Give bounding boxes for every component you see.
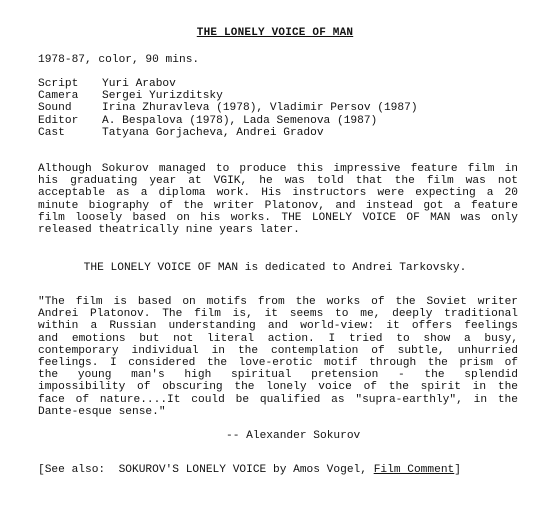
synopsis-paragraph bbox=[38, 163, 518, 236]
credit-name: Sergei Yurizditsky bbox=[102, 90, 223, 103]
paragraph-line: acceptable as a diploma work. His instructors were expecting a 20 bbox=[38, 187, 518, 200]
quote-line: feelings. I considered the love-erotic motif through the prism of bbox=[38, 356, 518, 369]
quote-line: "The film is based on motifs from the works of the Soviet writer bbox=[38, 296, 518, 308]
quote-line: the young man's high spiritual pretension - the splendid bbox=[38, 369, 518, 382]
quote-line: contemporary individual in the contemplation of subtle, unhurried bbox=[38, 344, 518, 357]
credit-name: Irina Zhuravleva (1978), Vladimir Persov (1987) bbox=[102, 102, 418, 115]
credit-role: Editor bbox=[38, 114, 79, 127]
film-meta-line: 1978-87, color, 90 mins. bbox=[38, 54, 200, 66]
quote-line: and emotions but not literal action. I tried to show a busy, bbox=[38, 332, 518, 345]
credit-row-camera bbox=[38, 90, 418, 102]
credit-role: Script bbox=[38, 78, 79, 90]
dedication-line: THE LONELY VOICE OF MAN is dedicated to Andrei Tarkovsky. bbox=[83, 262, 467, 274]
paragraph-line: film loosely based on his works. THE LONELY VOICE OF MAN was only bbox=[38, 211, 518, 224]
see-also-suffix: ] bbox=[454, 464, 461, 476]
credit-name: Yuri Arabov bbox=[102, 78, 176, 90]
director-quote bbox=[38, 296, 518, 418]
paragraph-line: his graduating year at VGIK, he was told that the film was not bbox=[38, 175, 518, 188]
credits-block bbox=[38, 78, 418, 139]
paragraph-line: Although Sokurov managed to produce this impressive feature film in bbox=[38, 163, 518, 175]
quote-line: within a Russian understanding and world-view: it offers feelings bbox=[38, 320, 518, 333]
document-title: THE LONELY VOICE OF MAN bbox=[196, 27, 354, 39]
see-also-reference bbox=[38, 464, 461, 476]
paragraph-line: minute biography of the writer Platonov, and instead got a feature bbox=[38, 199, 518, 212]
credit-role: Camera bbox=[38, 90, 79, 103]
credit-row-sound bbox=[38, 102, 418, 114]
quote-attribution: -- Alexander Sokurov bbox=[226, 430, 361, 442]
credit-name: A. Bespalova (1978), Lada Semenova (1987) bbox=[102, 114, 378, 127]
credit-role: Sound bbox=[38, 102, 72, 115]
credit-name: Tatyana Gorjacheva, Andrei Gradov bbox=[102, 126, 324, 139]
credit-row-editor bbox=[38, 115, 418, 127]
quote-line: Dante-esque sense." bbox=[38, 405, 166, 418]
quote-line: face of nature....It could be qualified as "supra-earthly", in the bbox=[38, 393, 518, 406]
quote-line: impossibility of obscuring the lonely voice of the spirit in the bbox=[38, 381, 518, 394]
quote-line: Andrei Platonov. The film is, it seems to me, deeply traditional bbox=[38, 308, 518, 321]
film-comment-link[interactable]: Film Comment bbox=[373, 464, 455, 476]
see-also-prefix: [See also: SOKUROV'S LONELY VOICE by Amos Vogel, bbox=[38, 464, 374, 476]
paragraph-line: released theatrically nine years later. bbox=[38, 223, 300, 236]
credit-row-script bbox=[38, 78, 418, 90]
credit-row-cast bbox=[38, 127, 418, 139]
credit-role: Cast bbox=[38, 126, 65, 139]
